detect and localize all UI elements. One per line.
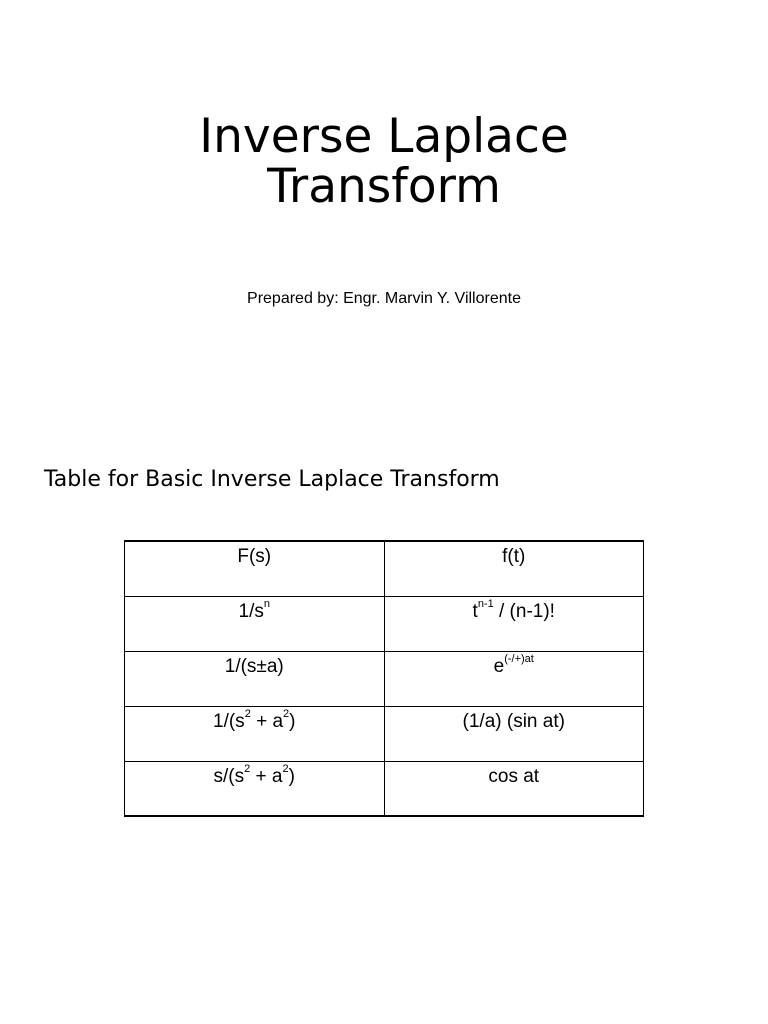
cell-text: ) — [288, 765, 295, 787]
cell-fs — [125, 706, 385, 761]
cell-text: e — [493, 655, 505, 677]
cell-text: cos at — [488, 765, 540, 787]
slide-title-line-2: Transform — [267, 159, 501, 214]
cell-text: / (n-1)! — [493, 600, 555, 622]
cell-text: + a — [250, 765, 283, 787]
superscript: 2 — [283, 708, 290, 721]
cell-fs — [125, 761, 385, 816]
table-header-row — [125, 541, 644, 596]
cell-text: 1/(s — [213, 710, 245, 732]
cell-text: 1/s — [238, 600, 264, 622]
cell-fs — [125, 596, 385, 651]
cell-fs — [125, 651, 385, 706]
table-heading: Table for Basic Inverse Laplace Transform — [44, 467, 500, 492]
inverse-laplace-table — [124, 540, 644, 817]
table-row — [125, 761, 644, 816]
superscript: n — [263, 598, 270, 611]
superscript: 2 — [282, 763, 289, 776]
superscript: 2 — [244, 708, 251, 721]
cell-ft — [384, 651, 644, 706]
table-row — [125, 596, 644, 651]
superscript: 2 — [244, 763, 251, 776]
table-row — [125, 706, 644, 761]
cell-text: ) — [289, 710, 296, 732]
cell-text: s/(s — [213, 765, 245, 787]
cell-text: + a — [250, 710, 284, 732]
cell-text: (1/a) (sin at) — [462, 710, 565, 732]
cell-text: 1/(s±a) — [224, 655, 284, 677]
superscript: (-/+)at — [504, 653, 534, 666]
header-ft: f(t) — [384, 541, 644, 596]
slide-title-line-1: Inverse Laplace — [199, 109, 569, 164]
table-row — [125, 651, 644, 706]
superscript: n-1 — [477, 598, 494, 611]
slide-title — [0, 109, 768, 214]
cell-ft — [384, 761, 644, 816]
cell-ft — [384, 706, 644, 761]
author-credit: Prepared by: Engr. Marvin Y. Villorente — [247, 290, 521, 307]
cell-ft — [384, 596, 644, 651]
cell-text: t — [472, 600, 478, 622]
header-fs: F(s) — [125, 541, 385, 596]
